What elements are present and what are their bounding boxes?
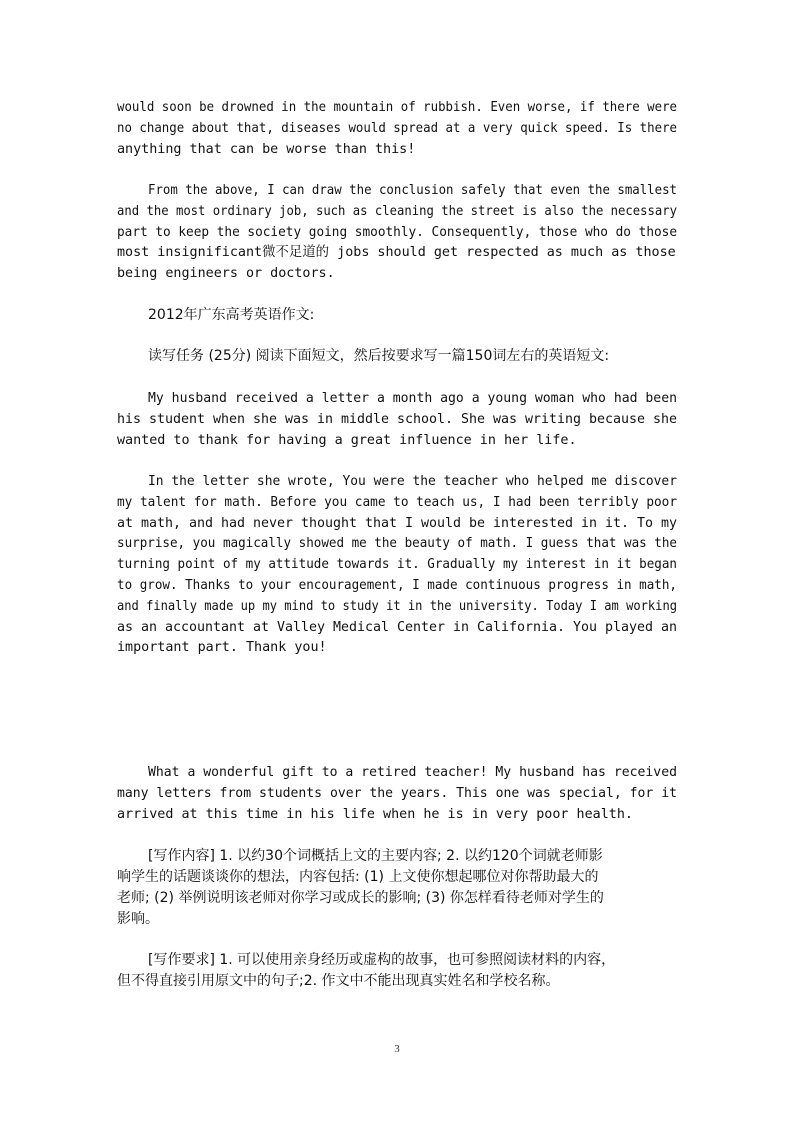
text-line: arrived at this time in his life when he is in very poor health. [117, 806, 633, 822]
text-line: 但不得直接引用原文中的句子;2. 作文中不能出现真实姓名和学校名称。 [117, 973, 560, 989]
text-line: 老师; (2) 举例说明该老师对你学习或成长的影响; (3) 你怎样看待老师对学生的 [117, 890, 604, 906]
text-line: surprise, you magically showed me the beauty of math. I guess that was the [117, 536, 677, 552]
writing-rules [117, 950, 677, 992]
text-line: to grow. Thanks to your encouragement, I made continuous progress in math, [117, 577, 677, 593]
text-line: What a wonderful gift to a retired teacher! My husband has received [148, 765, 677, 780]
paragraph-wonderful-gift [117, 763, 677, 825]
text-line: important part. Thank you! [117, 640, 327, 656]
text-line: my talent for math. Before you came to teach us, I had been terribly poor [117, 494, 677, 510]
writing-content-requirements [117, 846, 677, 930]
text-line: 2012年广东高考英语作文: [148, 307, 315, 323]
text-line: many letters from students over the years. This one was special, for it [117, 785, 677, 801]
text-line: In the letter she wrote, You were the teacher who helped me discover [148, 474, 677, 489]
text-line: turning point of my attitude towards it. Gradually my interest in it began [117, 557, 677, 573]
text-line: as an accountant at Valley Medical Center in California. You played an [117, 619, 677, 635]
paragraph-conclusion [117, 181, 677, 285]
text-line: and the most ordinary job, such as cleaning the street is also the necessary [117, 203, 677, 219]
task-instruction [117, 346, 677, 367]
text-line: [写作要求] 1. 可以使用亲身经历或虚构的故事，也可参照阅读材料的内容， [148, 952, 616, 968]
paragraph-letter-content [117, 472, 677, 659]
text-line: being engineers or doctors. [117, 266, 335, 282]
page-number: 3 [394, 1043, 400, 1055]
text-line: and finally made up my mind to study it in the university. Today I am working [117, 598, 677, 614]
text-line: [写作内容] 1. 以约30个词概括上文的主要内容; 2. 以约120个词就老师影 [148, 848, 603, 864]
text-line: would soon be drowned in the mountain of rubbish. Even worse, if there were [117, 100, 677, 115]
text-line: 影响。 [117, 911, 159, 927]
text-line: From the above, I can draw the conclusion safely that even the smallest [148, 183, 677, 198]
text-line: at math, and had never thought that I would be interested in it. To my [117, 515, 677, 531]
paragraph-rubbish [117, 98, 677, 160]
text-line: 响学生的话题谈谈你的想法，内容包括: (1) 上文使你想起哪位对你帮助最大的 [117, 869, 599, 885]
heading-2012-guangdong [117, 305, 677, 326]
text-line: his student when she was in middle school. She was writing because she [117, 411, 677, 427]
text-line: 读写任务 (25分) 阅读下面短文，然后按要求写一篇150词左右的英语短文: [148, 348, 610, 364]
text-line: no change about that, diseases would spread at a very quick speed. Is there [117, 120, 677, 136]
text-line: most insignificant微不足道的 jobs should get respected as much as those [117, 245, 676, 261]
paragraph-husband-letter [117, 389, 677, 451]
text-line: wanted to thank for having a great influence in her life. [117, 432, 577, 448]
text-line: anything that can be worse than this! [117, 141, 416, 157]
text-line: My husband received a letter a month ago a young woman who had been [148, 391, 677, 406]
text-line: part to keep the society going smoothly. Consequently, those who do those [117, 224, 677, 240]
